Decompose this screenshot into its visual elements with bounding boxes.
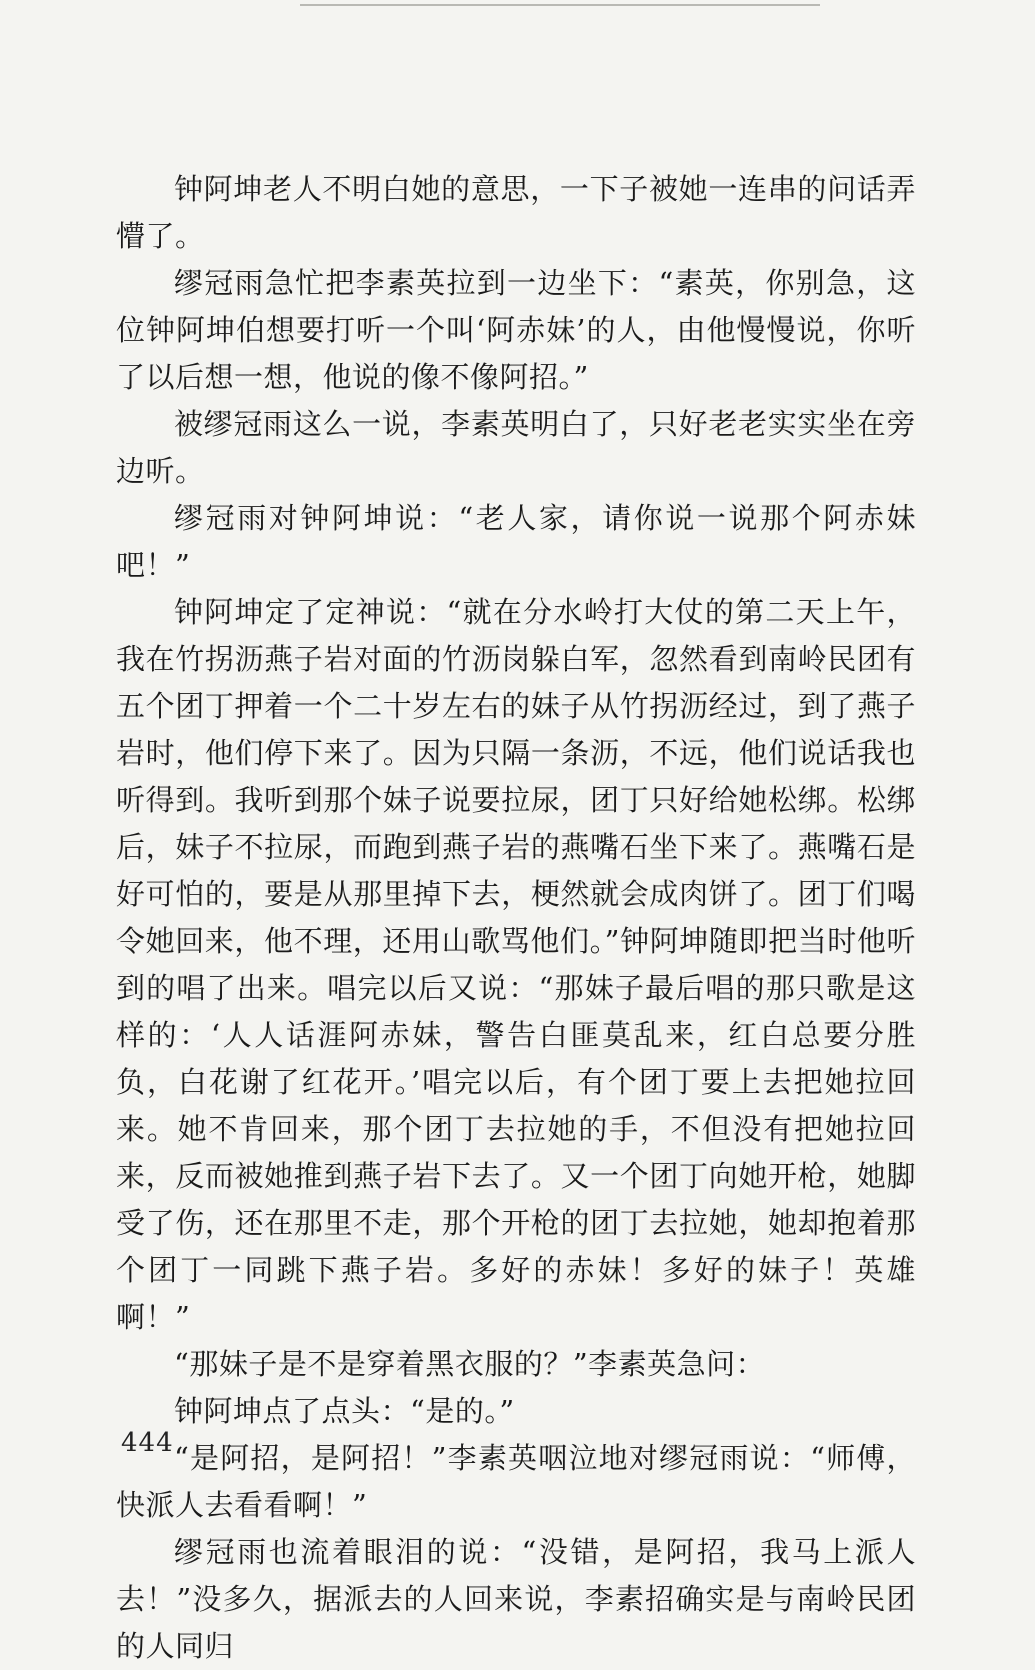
paragraph-7: 钟阿坤点了点头：“是的。” [174,1394,515,1428]
body-text [116,166,916,1670]
paragraph-2: 缪冠雨急忙把李素英拉到一边坐下：“素英，你别急，这位钟阿坤伯想要打听一个叫‘阿赤妹’的人，由他慢慢说，你听了以后想一想，他说的像不像阿招。” [116,266,916,394]
paragraph-5: 钟阿坤定了定神说：“就在分水岭打大仗的第二天上午，我在竹拐沥燕子岩对面的竹沥岗躲白军，忽然看到南岭民团有五个团丁押着一个二十岁左右的妹子从竹拐沥经过，到了燕子岩时，他们停下来了。因为只隔一条沥，不远，他们说话我也听得到。我听到那个妹子说要拉尿，团丁只好给她松绑。松绑后，妹子不拉尿，而跑到燕子岩的燕嘴石坐下来了。燕嘴石是好可怕的，要是从那里掉下去，梗然就会成肉饼了。团丁们喝令她回来，他不理，还用山歌骂他们。”钟阿坤随即把当时他听到的唱了出来。唱完以后又说：“那妹子最后唱的那只歌是这样的：‘人人话涯阿赤妹，警告白匪莫乱来，红白总要分胜负，白花谢了红花开。’唱完以后，有个团丁要上去把她拉回来。她不肯回来，那个团丁去拉她的手，不但没有把她拉回来，反而被她推到燕子岩下去了。又一个团丁向她开枪，她脚受了伤，还在那里不走，那个开枪的团丁去拉她，她却抱着那个团丁一同跳下燕子岩。多好的赤妹！多好的妹子！英雄啊！” [116,595,916,1334]
page-number: 444 [121,1428,174,1458]
paragraph-9: 缪冠雨也流着眼泪的说：“没错，是阿招，我马上派人去！”没多久，据派去的人回来说，李素招确实是与南岭民团的人同归 [116,1535,916,1663]
paragraph-8: “是阿招，是阿招！”李素英咽泣地对缪冠雨说：“师傅，快派人去看看啊！” [116,1441,916,1522]
paragraph-3: 被缪冠雨这么一说，李素英明白了，只好老老实实坐在旁边听。 [116,407,916,488]
paragraph-6: “那妹子是不是穿着黑衣服的？”李素英急问： [174,1347,766,1381]
paragraph-4: 缪冠雨对钟阿坤说：“老人家，请你说一说那个阿赤妹吧！” [116,501,916,582]
top-edge-rule [300,4,820,6]
paragraph-1: 钟阿坤老人不明白她的意思，一下子被她一连串的问话弄懵了。 [116,172,916,253]
